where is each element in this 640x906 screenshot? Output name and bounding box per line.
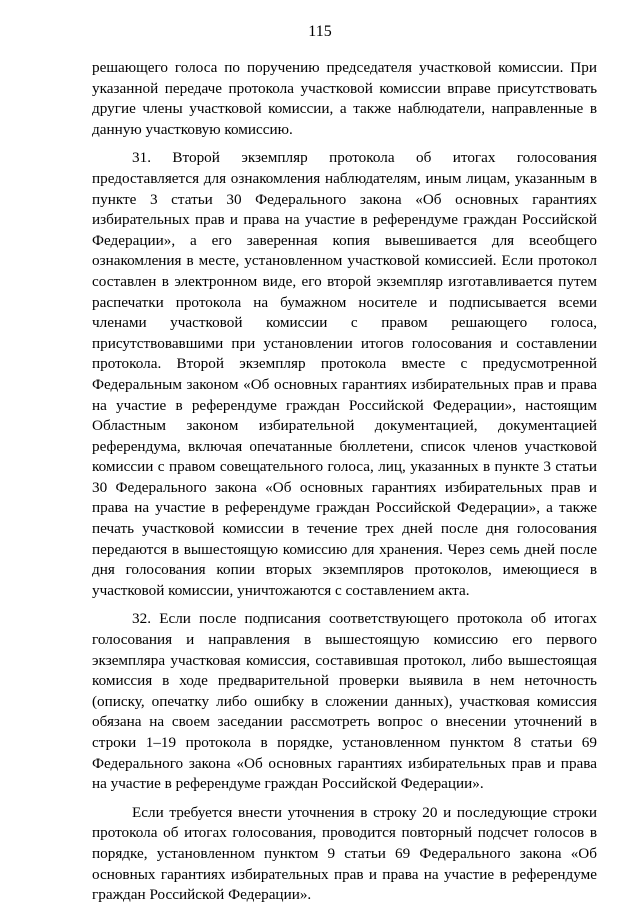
document-body <box>92 58 597 906</box>
paragraph-item-32: 32. Если после подписания соответствующего протокола об итогах голосования и направления в вышестоящую комиссию его первого экземпляра участковая комиссия, составившая протокол, либо вышестоящая комиссия в ходе предварительной проверки выявила в нем неточность (описку, опечатку либо ошибку в сложении данных), участковая комиссия обязана на своем заседании рассмотреть вопрос о внесении уточнений в строки 1–19 протокола в порядке, установленном пунктом 8 статьи 69 Федерального закона «Об основных гарантиях избирательных прав и права на участие в референдуме граждан Российской Федерации». <box>92 610 597 793</box>
paragraph-item-32-continuation: Если требуется внести уточнения в строку 20 и последующие строки протокола об итогах голосования, проводится повторный подсчет голосов в порядке, установленном пунктом 9 статьи 69 Федерального закона «Об основных гарантиях избирательных прав и права на участие в референдуме граждан Российской Федерации». <box>92 803 597 904</box>
paragraph-item-31: 31. Второй экземпляр протокола об итогах голосования предоставляется для ознакомления наблюдателям, иным лицам, указанным в пункте 3 статьи 30 Федерального закона «Об основных гарантиях избирательных прав и права на участие в референдуме граждан Российской Федерации», а его заверенная копия вывешивается для всеобщего ознакомления в месте, установленном участковой комиссией. Если протокол составлен в электронном виде, его второй экземпляр изготавливается путем распечатки протокола на бумажном носителе и подписывается всеми членами участковой комиссии с правом решающего голоса, присутствовавшими при установлении итогов голосования и составлении протокола. Второй экземпляр протокола вместе с предусмотренной Федеральным законом «Об основных гарантиях избирательных прав и права на участие в референдуме граждан Российской Федерации», настоящим Областным законом избирательной документацией, документацией референдума, включая опечатанные бюллетени, список членов участковой комиссии с правом совещательного голоса, лиц, указанных в пункте 3 статьи 30 Федерального закона «Об основных гарантиях избирательных прав и права на участие в референдуме граждан Российской Федерации», а также печать участковой комиссии в течение трех дней после дня голосования передаются в вышестоящую комиссию для хранения. Через семь дней после дня голосования копии вторых экземпляров протоколов, имеющиеся в участковой комиссии, уничтожаются с составлением акта. <box>92 149 597 599</box>
paragraph-continuation: решающего голоса по поручению председателя участковой комиссии. При указанной передаче протокола участковой комиссии вправе присутствовать другие члены участковой комиссии, а также наблюдатели, направленные в данную участковую комиссию. <box>92 59 597 138</box>
page-number: 115 <box>308 23 332 40</box>
